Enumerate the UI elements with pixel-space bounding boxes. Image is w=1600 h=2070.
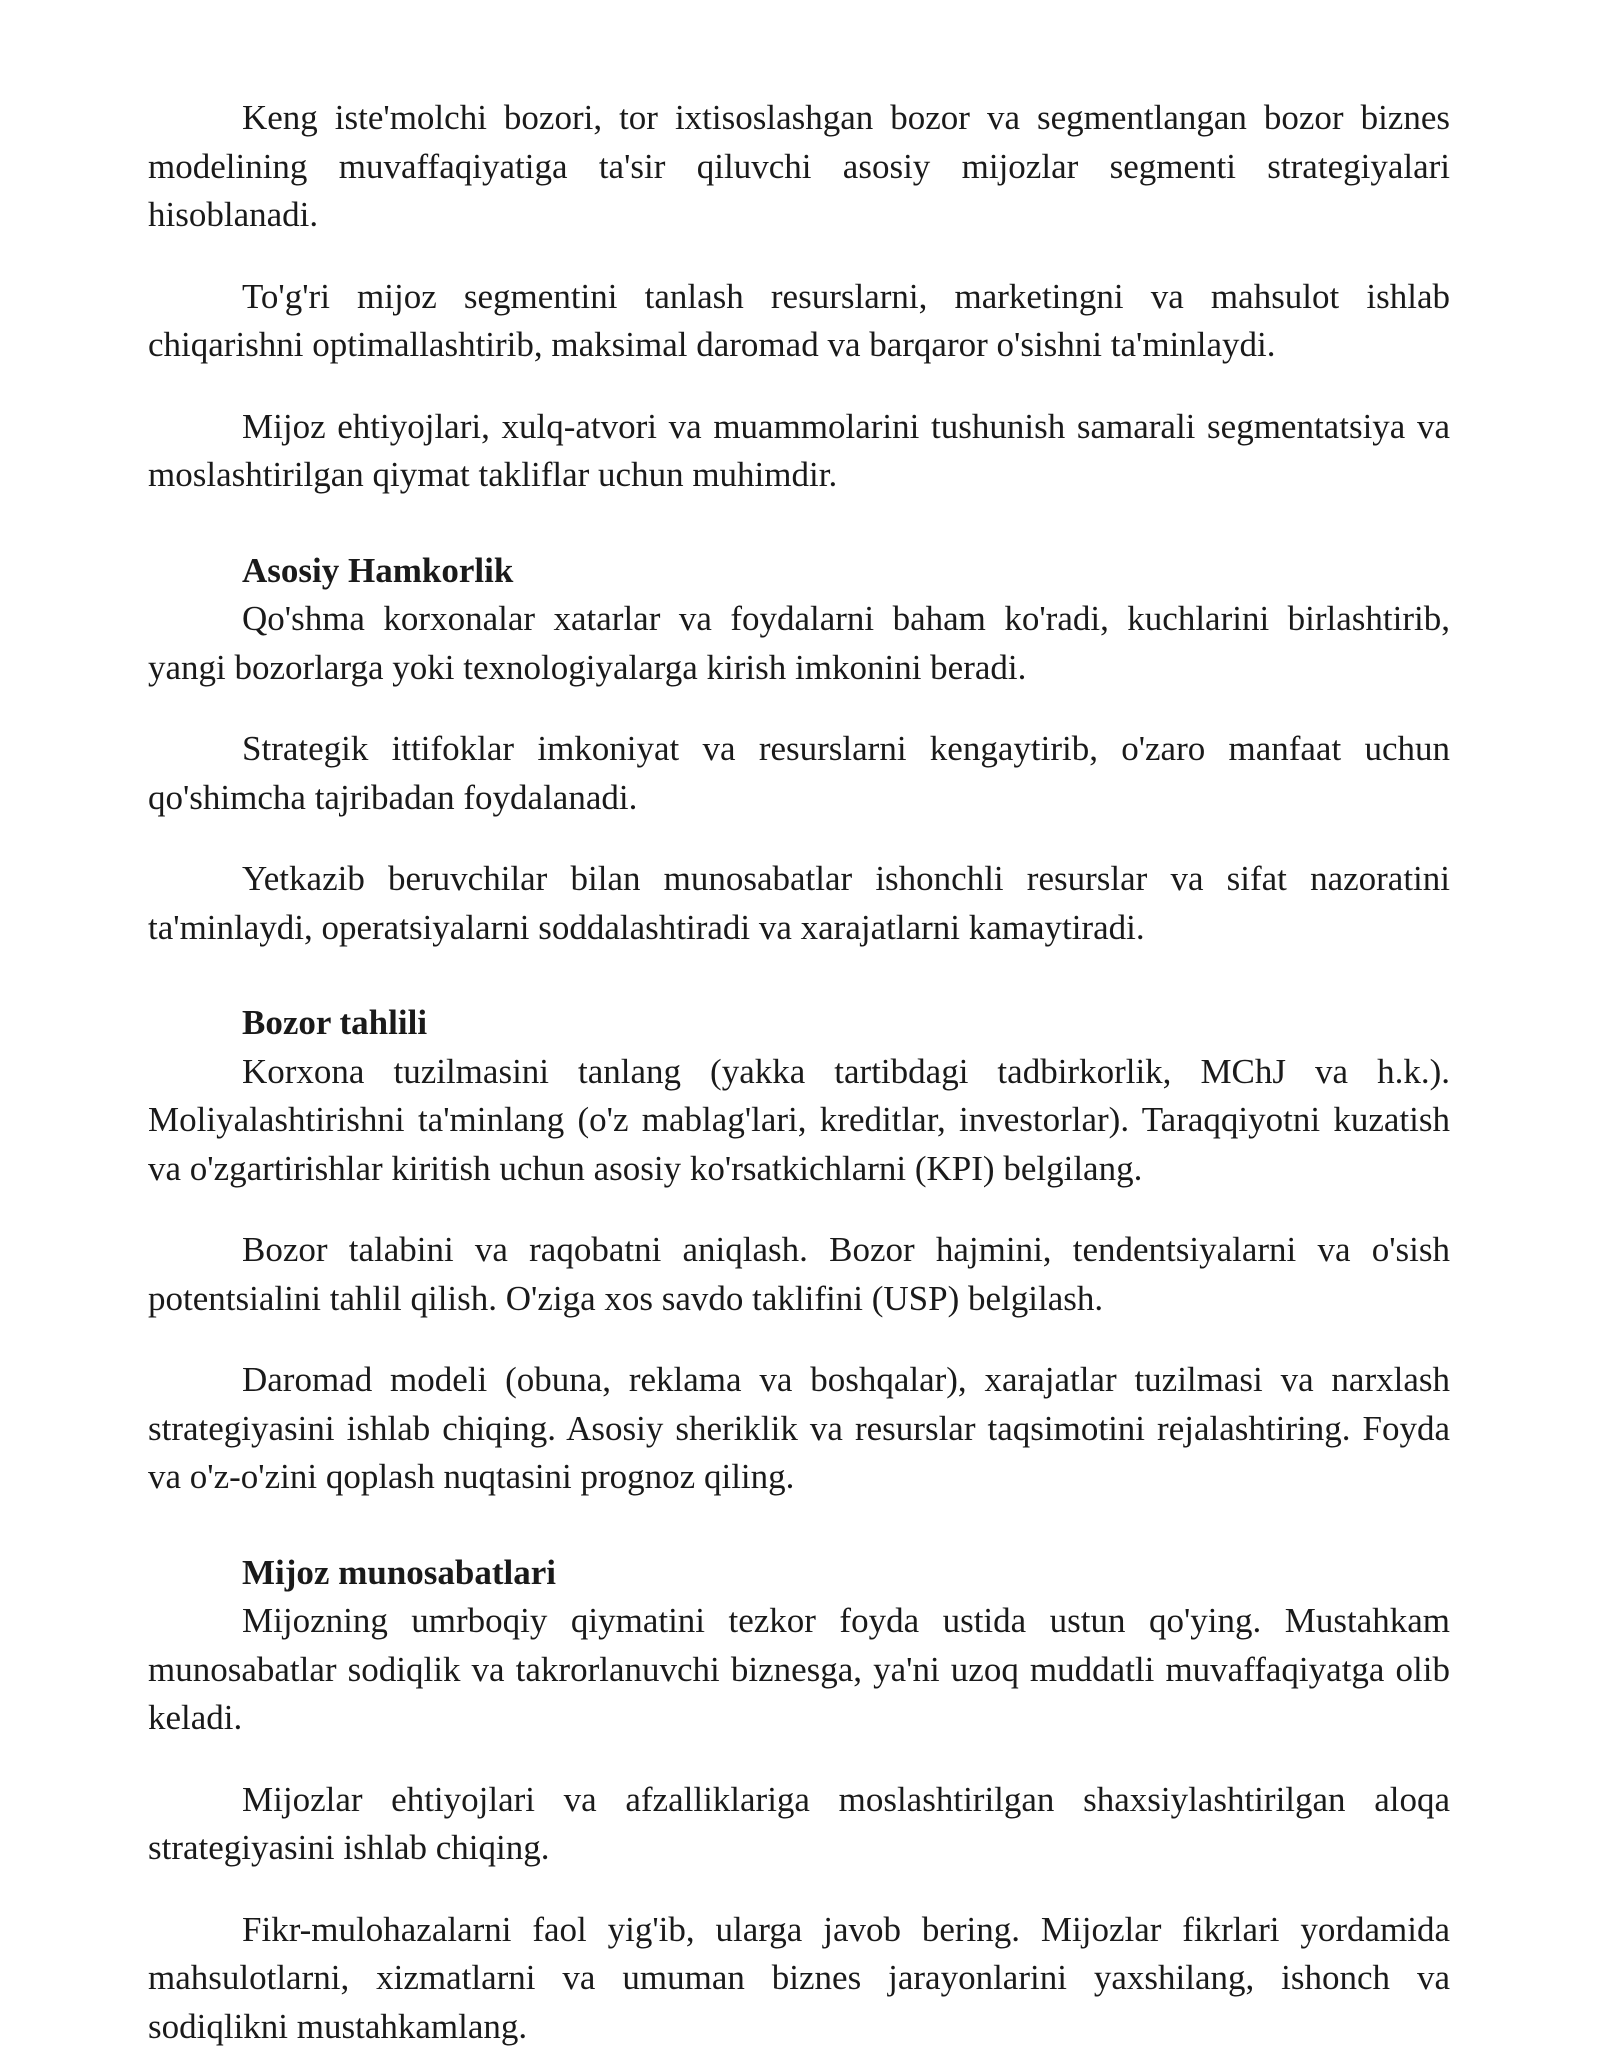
paragraph: Keng iste'molchi bozori, tor ixtisoslashgan bozor va segmentlangan bozor biznes modelining muvaffaqiyatiga ta'sir qiluvchi asosiy mijozlar segmenti strategiyalari hisoblanadi. — [148, 98, 1450, 234]
section-heading-bozor-tahlili: Bozor tahlili — [242, 1003, 428, 1042]
paragraph: Mijozning umrboqiy qiymatini tezkor foyda ustida ustun qo'ying. Mustahkam munosabatlar sodiqlik va takrorlanuvchi biznesga, ya'ni uzoq muddatli muvaffaqiyatga olib keladi. — [148, 1601, 1450, 1737]
paragraph: Korxona tuzilmasini tanlang (yakka tartibdagi tadbirkorlik, MChJ va h.k.). Moliyalashtirishni ta'minlang (o'z mablag'lari, kreditlar, investorlar). Taraqqiyotni kuzatish va o'zgartirishlar kiritish uchun asosiy ko'rsatkichlarni (KPI) belgilang. — [148, 1051, 1450, 1188]
paragraph: Yetkazib beruvchilar bilan munosabatlar ishonchli resurslar va sifat nazoratini ta'minlaydi, operatsiyalarni soddalashtiradi va xarajatlarni kamaytiradi. — [148, 859, 1450, 947]
paragraph: To'g'ri mijoz segmentini tanlash resurslarni, marketingni va mahsulot ishlab chiqarishni optimallashtirib, maksimal daromad va barqaror o'sishni ta'minlaydi. — [148, 276, 1450, 364]
section-heading-asosiy-hamkorlik: Asosiy Hamkorlik — [242, 550, 514, 590]
paragraph: Mijoz ehtiyojlari, xulq-atvori va muammolarini tushunish samarali segmentatsiya va moslashtirilgan qiymat takliflar uchun muhimdir. — [148, 406, 1450, 494]
document-page — [148, 94, 1450, 2051]
paragraph: Qo'shma korxonalar xatarlar va foydalarni baham ko'radi, kuchlarini birlashtirib, yangi bozorlarga yoki texnologiyalarga kirish imkonini beradi. — [148, 599, 1450, 687]
paragraph: Bozor talabini va raqobatni aniqlash. Bozor hajmini, tendentsiyalarni va o'sish potentsialini tahlil qilish. O'ziga xos savdo taklifini (USP) belgilash. — [148, 1230, 1450, 1318]
section-heading-mijoz-munosabatlari: Mijoz munosabatlari — [242, 1552, 557, 1592]
paragraph: Daromad modeli (obuna, reklama va boshqalar), xarajatlar tuzilmasi va narxlash strategiyasini ishlab chiqing. Asosiy sheriklik va resurslar taqsimotini rejalashtiring. Foyda va o'z-o'zini qoplash nuqtasini prognoz qiling. — [148, 1360, 1450, 1496]
paragraph: Strategik ittifoklar imkoniyat va resurslarni kengaytirib, o'zaro manfaat uchun qo'shimcha tajribadan foydalanadi. — [148, 729, 1450, 817]
paragraph: Mijozlar ehtiyojlari va afzalliklariga moslashtirilgan shaxsiylashtirilgan aloqa strategiyasini ishlab chiqing. — [148, 1779, 1450, 1867]
paragraph: Fikr-mulohazalarni faol yig'ib, ularga javob bering. Mijozlar fikrlari yordamida mahsulotlarni, xizmatlarni va umuman biznes jarayonlarini yaxshilang, ishonch va sodiqlikni mustahkamlang. — [148, 1909, 1450, 2046]
